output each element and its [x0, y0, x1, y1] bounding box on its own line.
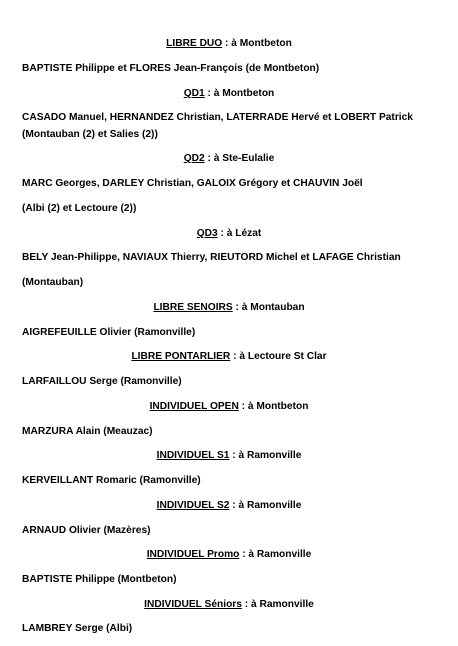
section-heading-individuel-s2 [22, 499, 436, 513]
section-place: : à Montbeton [222, 38, 292, 49]
section-heading-qd3 [22, 227, 436, 241]
section-place: : à Lézat [217, 228, 262, 239]
section-title: LIBRE SENOIRS [153, 302, 233, 313]
section-heading-qd1 [22, 87, 436, 101]
section-place: : à Ste-Eulalie [204, 153, 275, 164]
participants-line: MARC Georges, DARLEY Christian, GALOIX Grégory et CHAUVIN Joël [22, 178, 363, 189]
section-title: INDIVIDUEL OPEN [149, 401, 239, 412]
section-heading-libre-senoirs [22, 301, 436, 315]
section-title: QD3 [196, 228, 218, 239]
section-place: : à Montauban [232, 302, 305, 313]
participants-line: MARZURA Alain (Meauzac) [22, 426, 153, 437]
participants-line: ARNAUD Olivier (Mazères) [22, 525, 151, 536]
section-place: : à Montbeton [238, 401, 309, 412]
section-place: : à Montbeton [204, 88, 275, 99]
section-heading-individuel-open [22, 400, 436, 414]
participants-line: CASADO Manuel, HERNANDEZ Christian, LATERRADE Hervé et LOBERT Patrick [22, 112, 413, 123]
section-place: : à Ramonville [239, 549, 312, 560]
section-title: INDIVIDUEL Promo [146, 549, 240, 560]
section-title: INDIVIDUEL S2 [156, 500, 230, 511]
section-place: : à Lectoure St Clar [230, 351, 327, 362]
participants-line: AIGREFEUILLE Olivier (Ramonville) [22, 327, 196, 338]
section-title: LIBRE PONTARLIER [131, 351, 231, 362]
section-place: : à Ramonville [241, 599, 314, 610]
section-heading-individuel-s1 [22, 449, 436, 463]
participants-line: LAMBREY Serge (Albi) [22, 623, 133, 634]
section-title: LIBRE DUO [166, 38, 223, 49]
participants-clubs-line: (Montauban) [22, 277, 84, 288]
participants-clubs-line: (Montauban (2) et Salies (2)) [22, 129, 158, 140]
participants-line: BAPTISTE Philippe (Montbeton) [22, 574, 177, 585]
section-heading-individuel-seniors [22, 598, 436, 612]
participants-clubs-line: (Albi (2) et Lectoure (2)) [22, 203, 137, 214]
section-heading-libre-duo [22, 37, 436, 51]
section-title: INDIVIDUEL Séniors [144, 599, 242, 610]
participants-line: LARFAILLOU Serge (Ramonville) [22, 376, 182, 387]
section-place: : à Ramonville [229, 500, 302, 511]
section-heading-individuel-promo [22, 548, 436, 562]
participants-line: BAPTISTE Philippe et FLORES Jean-François (de Montbeton) [22, 63, 320, 74]
participants-line: BELY Jean-Philippe, NAVIAUX Thierry, RIEUTORD Michel et LAFAGE Christian [22, 252, 401, 263]
section-title: INDIVIDUEL S1 [156, 450, 230, 461]
section-title: QD1 [183, 88, 205, 99]
section-title: QD2 [183, 153, 205, 164]
section-heading-libre-pontarlier [22, 350, 436, 364]
section-heading-qd2 [22, 152, 436, 166]
participants-line: KERVEILLANT Romaric (Ramonville) [22, 475, 201, 486]
section-place: : à Ramonville [229, 450, 302, 461]
